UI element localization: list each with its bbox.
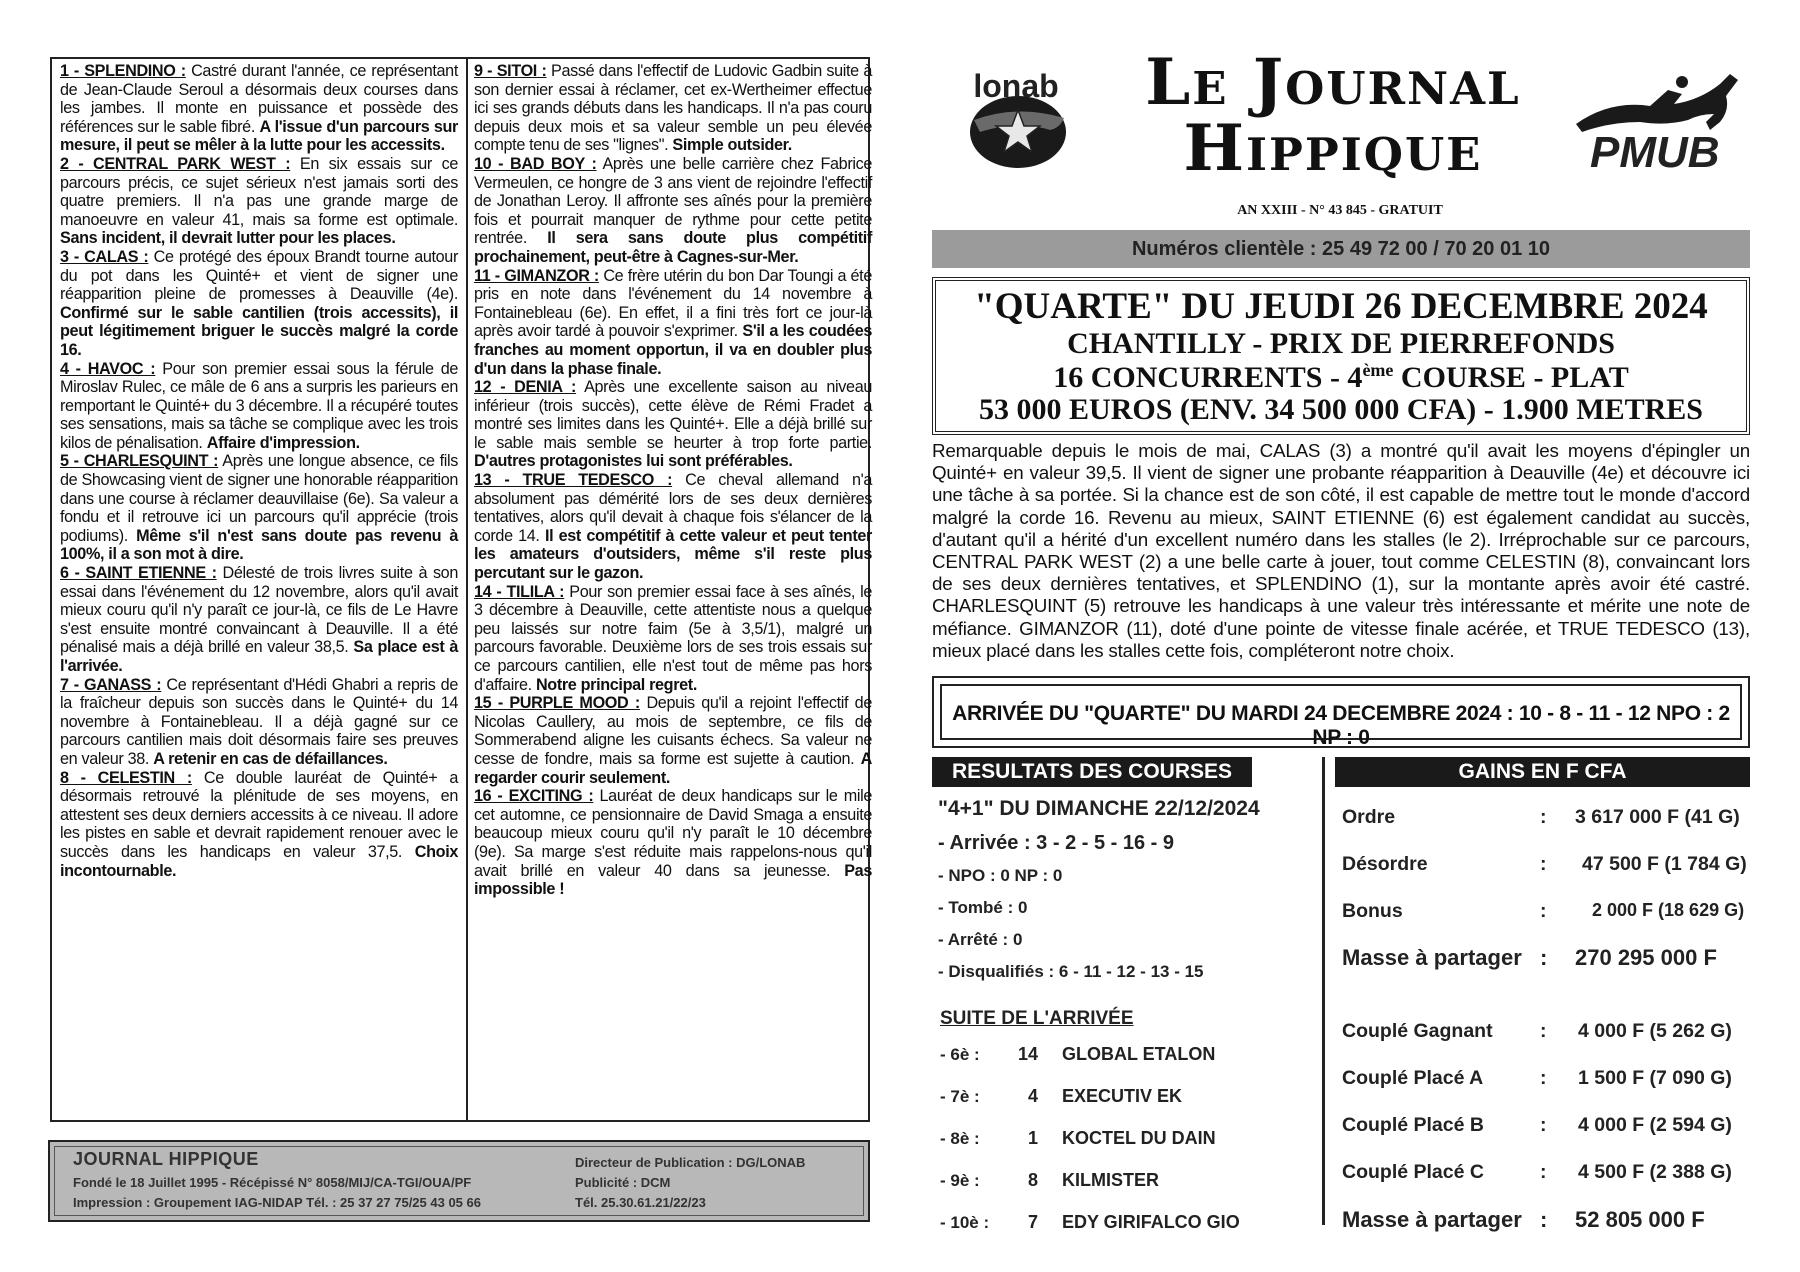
pmub-wordmark: PMUB [1590,128,1720,177]
column-divider [466,57,468,1122]
horse-entry: 14 - TILILA : Pour son premier essai face à ses aînés, le 3 décembre à Deauville, cette attentiste nous a quelque peu laissés sur notre faim (5e à 3,5/1), malgré un parcours favorable. Deuxième lors de ses trois essais sur ce parcours cantilien, elle n'est tout de même pas hors d'affaire. Notre principal regret. [474,582,872,694]
pmub-logo [1570,70,1750,180]
results-arrivee: - Arrivée : 3 - 2 - 5 - 16 - 9 [938,832,1175,854]
results-race: "4+1" DU DIMANCHE 22/12/2024 [938,797,1260,820]
horse-entry: 11 - GIMANZOR : Ce frère utérin du bon Dar Toungi a été pris en note dans l'événement du 14 novembre à Fontainebleau (6e). En effet, il a fini très fort ce jour-là après avoir tardé à pouvoir s'exprimer. S'il a les coudées franches au moment opportun, il va en doubler plus d'un dans la phase finale. [474,266,872,378]
arrivee-text: ARRIVÉE DU "QUARTE" DU MARDI 24 DECEMBRE 2024 : 10 - 8 - 11 - 12 NPO : 2 NP : 0 [952,702,1730,749]
quarte-header-box [932,277,1750,435]
quarte-concurrents: 16 CONCURRENTS - 4ème COURSE - PLAT [1053,360,1629,394]
horse-entry: 5 - CHARLESQUINT : Après une longue absence, ce fils de Showcasing vient de signer une honorable réapparition dans une course à réclamer deauvillaise (6e). Sa valeur a fondu et il retrouve ici un parcours qu'il apprécie (trois podiums). Même s'il n'est sans doute pas revenu à 100%, il a son mot à dire. [60,452,458,564]
horse-entry: 6 - SAINT ETIENNE : Délesté de trois livres suite à son essai dans l'événement du 12 novembre, alors qu'il avait mieux couru qu'il n'y paraît ce jour-là, ce fils de Le Havre s'est ensuite montré convaincant à Deauville. Il a été pénalisé mais a déjà brillé en valeur 38,5. Sa place est à l'arrivée. [60,564,458,675]
title-line-2: Hippique [1183,111,1483,186]
results-tombe: - Tombé : 0 [938,898,1028,917]
issue-number: AN XXIII - N° 43 845 - GRATUIT [1237,203,1443,218]
customer-numbers-bar: Numéros clientèle : 25 49 72 00 / 70 20 01 10 [932,230,1750,268]
quarte-prize: 53 000 EUROS (ENV. 34 500 000 CFA) - 1.900 METRES [979,393,1703,426]
horse-entry: 7 - GANASS : Ce représentant d'Hédi Ghabri a repris de la fraîcheur depuis son succès dans le Quinté+ du 14 novembre à Fontainebleau. Il a déjà gagné sur ce parcours cantilien mais doit désormais faire ses preuves en valeur 38. A retenir en cas de défaillances. [60,675,458,768]
horse-entry: 4 - HAVOC : Pour son premier essai sous la férule de Miroslav Rulec, ce mâle de 6 ans a surpris les parieurs en remportant le Quinté+ du 3 décembre. Il a récupéré toutes ses sensations, mais sa tâche se complique avec les trois kilos de pénalisation. Affaire d'impression. [60,359,459,452]
footer-title: JOURNAL HIPPIQUE [73,1149,259,1169]
quarte-summary: Remarquable depuis le mois de mai, CALAS (3) a montré qu'il avait les moyens d'épingler un Quinté+ en valeur 39,5. Il vient de signer une probante réapparition à Deauville (4e) et découvre ici une tâche à sa portée. Si la chance est de son côté, il est capable de mettre tout le monde d'accord malgré la corde 16. Revenu au mieux, SAINT ETIENNE (6) est également candidat au succès, d'autant qu'il a hérité d'un excellent numéro dans les stalles (le 2). Irréprochable sur ce parcours, CENTRAL PARK WEST (2) a une belle carte à jouer, tout comme CELESTIN (8), convaincant lors de ses deux dernières tentatives, et SPLENDINO (1), sur la montante après avoir été castré. CHARLESQUINT (5) retrouve les handicaps à une valeur très intéressante et mérite une note de méfiance. GIMANZOR (11), doté d'une pointe de vitesse finale acérée, et TRUE TEDESCO (13), mieux placé dans les stalles cette fois, compléteront notre choix. [932,440,1750,661]
horse-entry: 9 - SITOI : Passé dans l'effectif de Ludovic Gadbin suite à son dernier essai à réclamer, cet ex-Wertheimer effectue ici ses grands débuts dans les handicaps. Il n'a pas couru depuis deux mois et sa valeur semble un peu élevée compte tenu de ses "lignes". Simple outsider. [474,62,873,155]
title-line-1: Le Journal [1145,45,1521,120]
suite-title: SUITE DE L'ARRIVÉE [940,1008,1134,1029]
pronostics-column-right [474,62,872,899]
results-disqualifies: - Disqualifiés : 6 - 11 - 12 - 13 - 15 [938,962,1204,981]
lonab-wordmark: lonab [973,68,1059,104]
horse-entry: 15 - PURPLE MOOD : Depuis qu'il a rejoint l'effectif de Nicolas Caullery, au mois de septembre, ce fils de Sommerabend aligne les cuisants échecs. Sa valeur ne cesse de fondre, mais sa forme est sujette à caution. A regarder courir seulement. [474,694,872,787]
quarte-title: "QUARTE" DU JEUDI 26 DECEMBRE 2024 [974,286,1708,327]
horse-entry: 12 - DENIA : Après une excellente saison au niveau inférieur (trois succès), cette élève de Rémi Fradet a montré ses limites dans les Quinté+. Elle a déjà brillé sur le sable mais semble se heurter à trop forte partie. D'autres protagonistes lui sont préférables. [474,378,873,471]
horse-entry: 3 - CALAS : Ce protégé des époux Brandt tourne autour du pot dans les Quinté+ et vient de signer une réapparition pleine de promesses à Deauville (4e). Confirmé sur le sable cantilien (trois accessits), il peut légitimement briguer le succès malgré la corde 16. [60,247,458,359]
horse-entry: 16 - EXCITING : Lauréat de deux handicaps sur le mile cet automne, ce pensionnaire de David Smaga a ensuite beaucoup mieux couru qu'il n'y paraît le 10 décembre (9e). Sa marge s'est réduite mais rappelons-nous qu'il avait brillé en valeur 40 dans sa jeunesse. Pas impossible ! [474,787,872,899]
results-npo: - NPO : 0 NP : 0 [938,866,1063,885]
horse-entry: 1 - SPLENDINO : Castré durant l'année, ce représentant de Jean-Claude Seroul a désormais deux courses dans les jambes. Il monte en puissance et possède des références sur le sable fibré. A l'issue d'un parcours sur mesure, il peut se mêler à la lutte pour les accessits. [60,62,459,155]
footer-printing: Impression : Groupement IAG-NIDAP Tél. : 25 37 27 75/25 43 05 66 [73,1195,481,1210]
gains-header: GAINS EN F CFA [1335,757,1750,787]
horse-entry: 10 - BAD BOY : Après une belle carrière chez Fabrice Vermeulen, ce hongre de 3 ans vient de rejoindre l'effectif de Jonathan Leroy. Il affronte ses aînés pour la première fois et pourrait manquer de rythme pour cette petite rentrée. Il sera sans doute plus compétitif prochainement, peut-être à Cagnes-sur-Mer. [474,154,873,266]
imprint-footer [48,1140,870,1222]
footer-founded: Fondé le 18 Juillet 1995 - Récépissé N° 8058/MIJ/CA-TGI/OUA/PF [73,1175,472,1190]
horse-entry: 2 - CENTRAL PARK WEST : En six essais sur ce parcours précis, ce sujet sérieux n'est jamais sorti des quatre premiers. Il n'a pas une grande marge de manoeuvre en valeur 41, mais sa forme est optimale. Sans incident, il devrait lutter pour les places. [60,154,458,248]
footer-advertising: Publicité : DCM [575,1175,671,1190]
horse-entry: 13 - TRUE TEDESCO : Ce cheval allemand n'a absolument pas démérité lors de ses deux dernières tentatives, alors qu'il devait à chaque fois s'élancer de la corde 14. Il est compétitif à cette valeur et peut tenter les amateurs d'outsiders, même s'il reste plus percutant sur le gazon. [474,471,872,583]
horse-entry: 8 - CELESTIN : Ce double lauréat de Quinté+ a désormais retrouvé la plénitude de ses moyens, en attestent ses deux derniers accessits à ce niveau. Il adore les pistes en sable et devrait rapidement renouer avec le succès dans les handicaps en valeur 37,5. Choix incontournable. [60,768,458,880]
quarte-race: CHANTILLY - PRIX DE PIERREFONDS [1067,327,1615,360]
results-arrete: - Arrêté : 0 [938,930,1023,949]
results-header: RESULTATS DES COURSES [932,757,1252,787]
lonab-logo [960,58,1072,170]
footer-director: Directeur de Publication : DG/LONAB [575,1155,806,1170]
journal-title [1098,45,1568,186]
pronostics-column-left [60,62,458,880]
arrivee-box [932,676,1750,748]
footer-phone: Tél. 25.30.61.21/22/23 [575,1195,706,1210]
results-divider [1322,757,1325,1225]
